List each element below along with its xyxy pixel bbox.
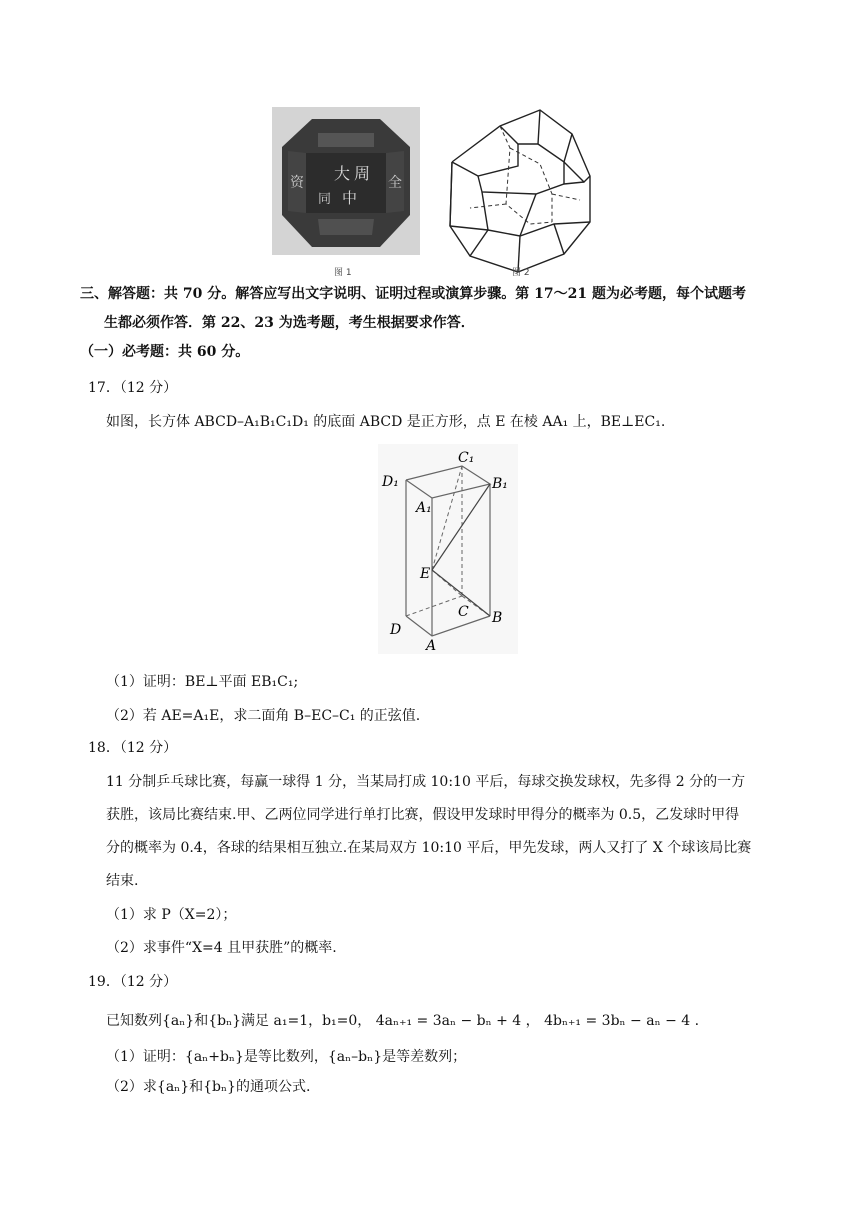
q19-part-2: （2）求{aₙ}和{bₙ}的通项公式. [106,1079,311,1095]
seal-char-0: 全 [388,175,402,191]
cuboid-svg [378,444,518,654]
label-C1: C₁ [458,450,475,466]
q17-part-1: （1）证明：BE⊥平面 EB₁C₁; [106,674,299,690]
figure-2-polyhedron [440,104,600,280]
seal-image [272,107,420,255]
label-D: D [390,622,402,638]
figure-1-photo [272,107,420,255]
seal-char-2: 周 [354,164,371,183]
q18-part-1: （1）求 P（X=2）； [106,907,237,923]
q19-part-1: （1）证明：{aₙ+bₙ}是等比数列，{aₙ–bₙ}是等差数列； [106,1049,467,1065]
q18-part-2: （2）求事件“X=4 且甲获胜”的概率. [106,940,337,956]
seal-char-3: 中 [342,189,358,207]
q17-number: 17．（12 分） [88,380,178,396]
q18-line-3: 分的概率为 0.4，各球的结果相互独立.在某局双方 10:10 平后，甲先发球，两人又打了 X 个球该局比赛 [106,840,752,856]
label-B: B [492,610,503,626]
seal-char-1: 大 [334,164,351,183]
seal-char-4: 同 [318,192,332,207]
q17-part-2: （2）若 AE=A₁E，求二面角 B–EC–C₁ 的正弦值. [106,708,421,724]
q19-number: 19．（12 分） [88,974,178,990]
q18-number: 18．（12 分） [88,740,178,756]
label-A: A [426,638,437,654]
q18-line-2: 获胜，该局比赛结束.甲、乙两位同学进行单打比赛，假设甲发球时甲得分的概率为 0.5，乙发球时甲得 [106,807,740,823]
section-3-line-2: 生都必须作答．第 22、23 为选考题，考生根据要求作答． [104,315,475,331]
figure-1-caption: 图 1 [334,268,352,278]
q18-line-4: 结束. [106,873,139,889]
seal-char-5: 资 [290,175,304,191]
section-3-line-1: 三、解答题：共 70 分。解答应写出文字说明、证明过程或演算步骤。第 17～21 题为必考题，每个试题考 [80,286,746,302]
label-C: C [458,604,469,620]
part-1-heading: （一）必考题：共 60 分。 [80,344,250,360]
q19-stem: 已知数列{aₙ}和{bₙ}满足 a₁=1，b₁=0， 4aₙ₊₁ = 3aₙ − bₙ + 4 ， 4bₙ₊₁ = 3bₙ − aₙ − 4 . [106,1013,700,1029]
label-E: E [420,566,431,582]
label-D1: D₁ [382,474,399,490]
label-B1: B₁ [492,476,508,492]
q17-cuboid-diagram [378,444,518,654]
q18-line-1: 11 分制乒乓球比赛，每赢一球得 1 分，当某局打成 10:10 平后，每球交换发球权，先多得 2 分的一方 [106,774,746,790]
polyhedron-diagram [440,104,600,280]
figure-2-caption: 图 2 [512,268,530,278]
q17-stem: 如图，长方体 ABCD–A₁B₁C₁D₁ 的底面 ABCD 是正方形，点 E 在棱 AA₁ 上，BE⊥EC₁. [106,414,666,430]
label-A1: A₁ [416,500,432,516]
